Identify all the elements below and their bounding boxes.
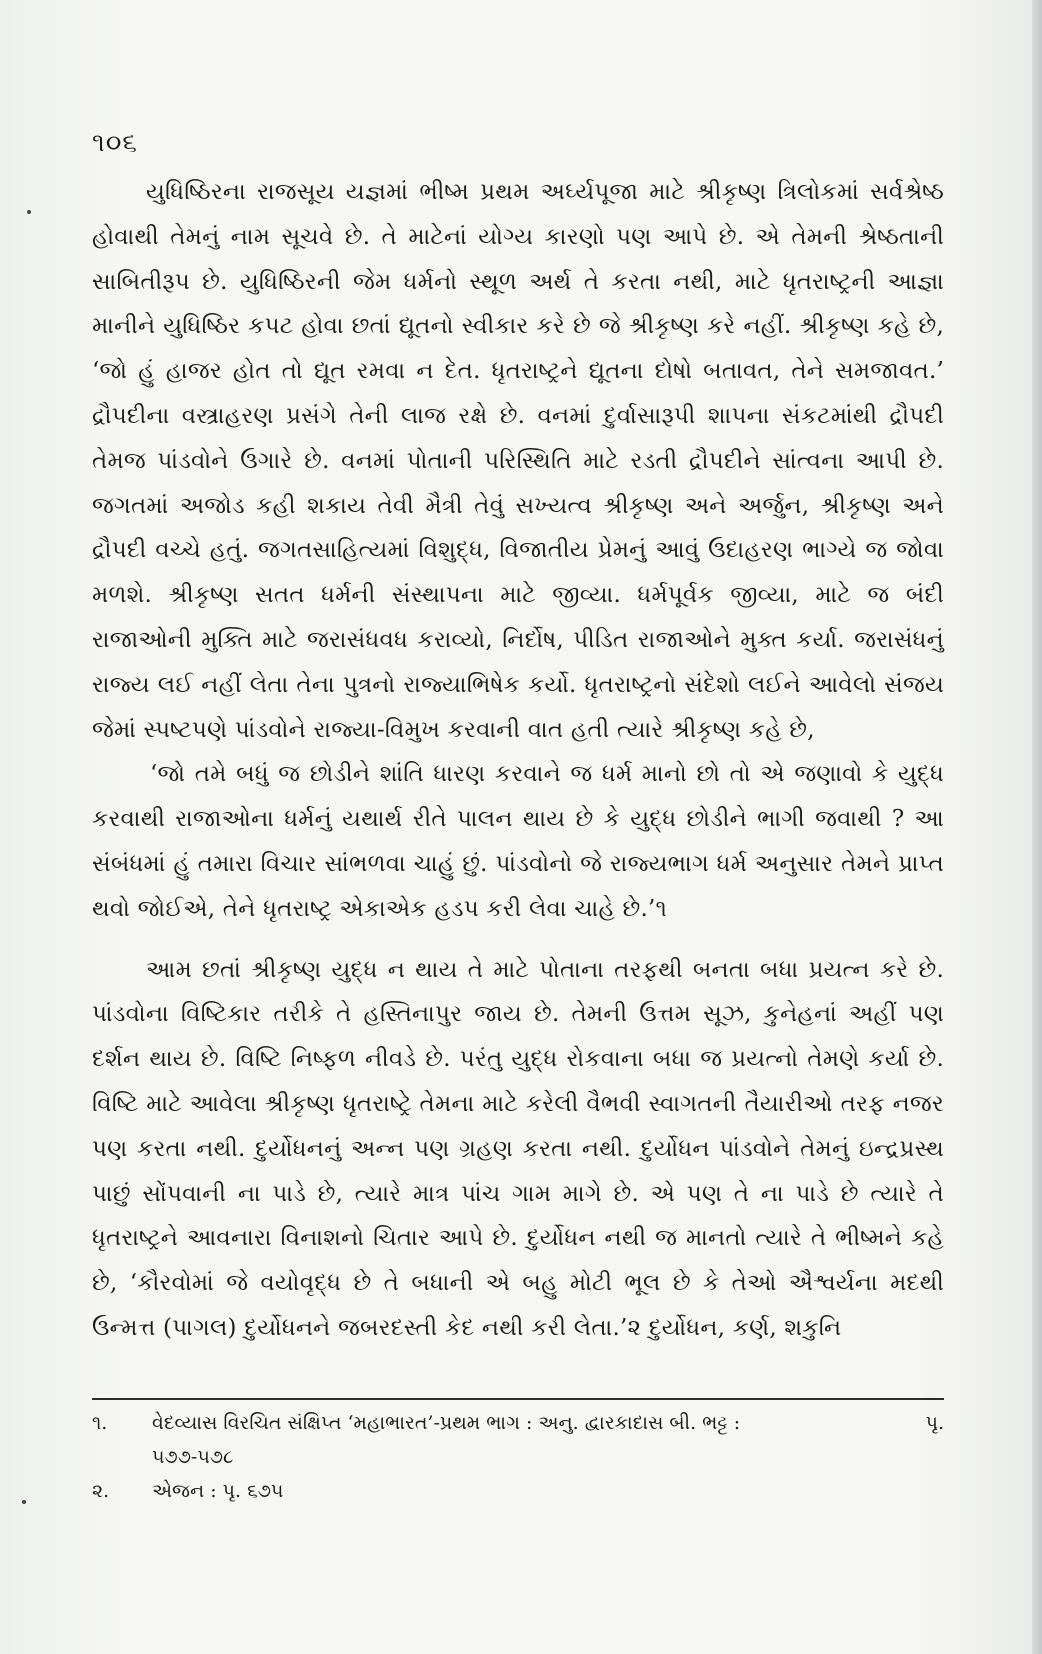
footnote-continuation: ૫૭૭-૫૭૮ — [152, 1446, 234, 1468]
paragraph: આમ છતાં શ્રીકૃષ્ણ યુદ્ધ ન થાય તે માટે પોતાના તરફથી બનતા બધા પ્રયત્ન કરે છે. પાંડવોના વિષ્ટિકાર તરીકે તે હસ્તિનાપુર જાય છે. તેમની ઉત્તમ સૂઝ, કુનેહનાં અહીં પણ દર્શન થાય છે. વિષ્ટિ નિષ્ફળ નીવડે છે. પરંતુ યુદ્ધ રોકવાના બધા જ પ્રયત્નો તેમણે કર્યા છે. વિષ્ટિ માટે આવેલા શ્રીકૃષ્ણ ધૃતરાષ્ટ્રે તેમના માટે કરેલી વૈભવી સ્વાગતની તૈયારીઓ તરફ નજર પણ કરતા નથી. દુર્યોધનનું અન્ન પણ ગ્રહણ કરતા નથી. દુર્યોધન પાંડવોને તેમનું ઇન્દ્રપ્રસ્થ પાછું સોંપવાની ના પાડે છે, ત્યારે માત્ર પાંચ ગામ માગે છે. એ પણ તે ના પાડે છે ત્યારે તે ધૃતરાષ્ટ્રને આવનારા વિનાશનો ચિતાર આપે છે. દુર્યોધન નથી જ માનતો ત્યારે તે ભીષ્મને કહે છે, ‘કૌરવોમાં જે વયોવૃદ્ધ છે તે બધાની એ બહુ મોટી ભૂલ છે કે તેઓ ઐશ્વર્યના મદથી ઉન્મત્ત (પાગલ) દુર્યોધનને જબરદસ્તી કેદ નથી કરી લેતા.’૨ દુર્યોધન, કર્ણ, શકુનિ — [92, 956, 944, 1341]
page-number: ૧૦૬ — [92, 128, 138, 158]
footnote-text: એજન : પૃ. ૬૭૫ — [152, 1480, 284, 1502]
quote-paragraph: ‘જો તમે બધું જ છોડીને શાંતિ ધારણ કરવાને જ ધર્મ માનો છો તો એ જણાવો કે યુદ્ધ કરવાથી રાજાઓના ધર્મનું યથાર્થ રીતે પાલન થાય છે કે યુદ્ધ છોડીને ભાગી જવાથી ? આ સંબંધમાં હું તમારા વિચાર સાંભળવા ચાહું છું. પાંડવોનો જે રાજ્યભાગ ધર્મ અનુસાર તેમને પ્રાપ્ત થવો જોઈએ, તેને ધૃતરાષ્ટ્ર એકાએક હડપ કરી લેવા ચાહે છે.’૧ — [92, 761, 944, 922]
print-speck — [27, 210, 31, 214]
footnote-divider — [92, 1398, 944, 1400]
footnote-page-label: પૃ. — [925, 1412, 944, 1434]
footnote — [92, 1406, 944, 1440]
page-edge — [1032, 0, 1042, 1654]
footnotes — [92, 1406, 944, 1508]
footnote-number: ૧. — [92, 1412, 108, 1434]
footnote — [92, 1474, 944, 1508]
footnote-text: વેદવ્યાસ વિરચિત સંક્ષિપ્ત ‘મહાભારત’-પ્રથમ ભાગ : અનુ. દ્વારકાદાસ બી. ભટ્ટ : — [152, 1412, 741, 1434]
print-speck — [22, 1500, 26, 1504]
paragraph: યુધિષ્ઠિરના રાજસૂય યજ્ઞમાં ભીષ્મ પ્રથમ અર્ઘ્યપૂજા માટે શ્રીકૃષ્ણ ત્રિલોકમાં સર્વશ્રેષ્ઠ હોવાથી તેમનું નામ સૂચવે છે. તે માટેનાં યોગ્ય કારણો પણ આપે છે. એ તેમની શ્રેષ્ઠતાની સાબિતીરૂપ છે. યુધિષ્ઠિરની જેમ ધર્મનો સ્થૂળ અર્થ તે કરતા નથી, માટે ધૃતરાષ્ટ્રની આજ્ઞા માનીને યુધિષ્ઠિર કપટ હોવા છતાં દ્યૂતનો સ્વીકાર કરે છે જે શ્રીકૃષ્ણ કરે નહીં. શ્રીકૃષ્ણ કહે છે, ‘જો હું હાજર હોત તો દ્યૂત રમવા ન દેત. ધૃતરાષ્ટ્રને દ્યૂતના દોષો બતાવત, તેને સમજાવત.’ દ્રૌપદીના વસ્ત્રાહરણ પ્રસંગે તેની લાજ રક્ષે છે. વનમાં દુર્વાસારૂપી શાપના સંકટમાંથી દ્રૌપદી તેમજ પાંડવોને ઉગારે છે. વનમાં પોતાની પરિસ્થિતિ માટે રડતી દ્રૌપદીને સાંત્વના આપી છે. જગતમાં અજોડ કહી શકાય તેવી મૈત્રી તેવું સખ્યત્વ શ્રીકૃષ્ણ અને અર્જુન, શ્રીકૃષ્ણ અને દ્રૌપદી વચ્ચે હતું. જગતસાહિત્યમાં વિશુદ્ધ, વિજાતીય પ્રેમનું આવું ઉદાહરણ ભાગ્યે જ જોવા મળશે. શ્રીકૃષ્ણ સતત ધર્મની સંસ્થાપના માટે જીવ્યા. ધર્મપૂર્વક જીવ્યા, માટે જ બંદી રાજાઓની મુક્તિ માટે જરાસંધવધ કરાવ્યો, નિર્દોષ, પીડિત રાજાઓને મુક્ત કર્યા. જરાસંધનું રાજ્ય લઈ નહીં લેતા તેના પુત્રનો રાજ્યાભિષેક કર્યો. ધૃતરાષ્ટ્રનો સંદેશો લઈને આવેલો સંજય જેમાં સ્પષ્ટપણે પાંડવોને રાજ્યા-વિમુખ કરવાની વાત હતી ત્યારે શ્રીકૃષ્ણ કહે છે, — [92, 179, 944, 743]
main-text — [92, 170, 944, 1351]
footnote-number: ૨. — [92, 1480, 110, 1502]
